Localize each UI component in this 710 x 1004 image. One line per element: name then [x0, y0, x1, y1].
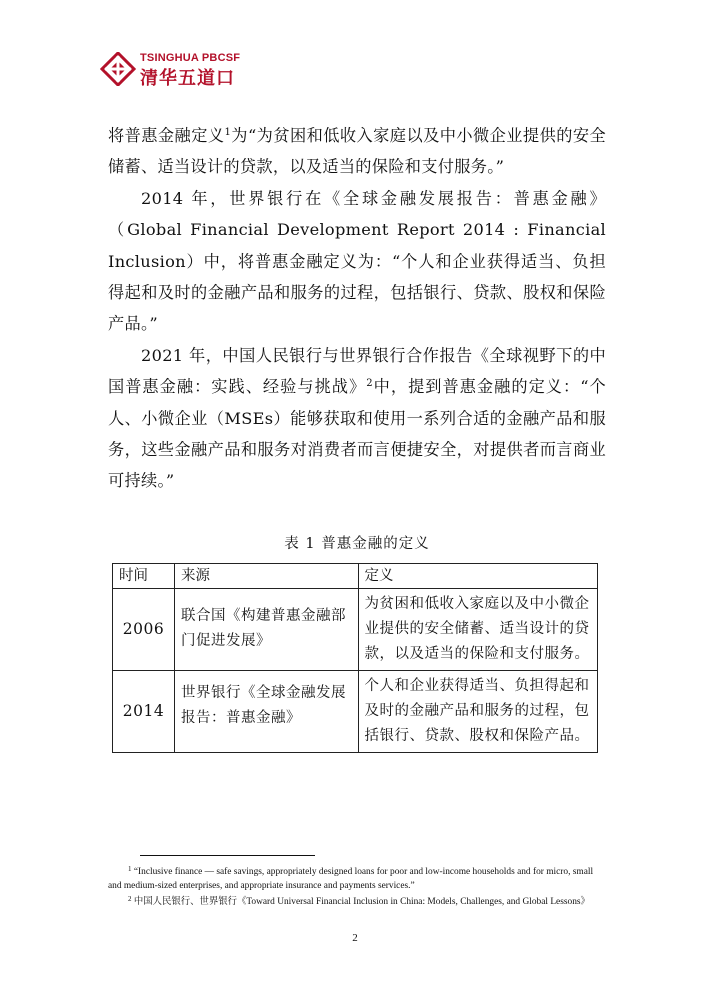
paragraph-1 — [108, 120, 606, 183]
paragraph-3-text-b: 中，提到普惠金融的定义：“个人、小微企业（MSEs）能够获取和使用一系列合适的金融产品和服务，这些金融产品和服务对消费者而言便捷安全，对提供者而言商业可持续。” — [108, 377, 607, 491]
paragraph-1-text-b: 为“为贫困和低收入家庭以及中小微企业提供的安全储蓄、适当设计的贷款，以及适当的保险和支付服务。” — [108, 126, 606, 177]
paragraph-1-text-a: 将普惠金融定义 — [108, 126, 225, 145]
footnotes — [108, 865, 604, 911]
table-header-row — [113, 564, 598, 589]
footnote-1 — [108, 865, 604, 893]
footnote-mark-2: 2 — [128, 895, 132, 903]
logo-english-text: TSINGHUA PBCSF — [140, 52, 241, 64]
footnote-divider — [140, 855, 315, 856]
logo-chinese-text: 清华五道口 — [140, 68, 235, 89]
row-definition: 个人和企业获得适当、负担得起和及时的金融产品和服务的过程，包括银行、贷款、股权和保险产品。 — [358, 671, 597, 753]
paragraph-3-text-a: 2021 年，中国人民银行与世界银行合作报告《全球视野下的中国普惠金融：实践、经验与挑战》 — [108, 345, 606, 397]
table-row — [113, 589, 598, 671]
tsinghua-emblem-icon — [100, 52, 136, 86]
row-definition: 为贫困和低收入家庭以及中小微企业提供的安全储蓄、适当设计的贷款，以及适当的保险和支付服务。 — [358, 589, 597, 671]
header-logo — [100, 52, 260, 89]
paragraph-2: 2014 年，世界银行在《全球金融发展报告：普惠金融》（Global Financial Development Report 2014 : Financial Inclusion）中，将普惠金融定义为：“个人和企业获得适当、负担得起和及时的金融产品和服务的过程，包括银行、贷款、股权和保险产品。” — [108, 188, 606, 334]
header-time: 时间 — [113, 564, 175, 589]
footnote-2 — [108, 895, 604, 909]
footnote-text-1: “Inclusive finance — safe savings, appropriately designed loans for poor and low-income households and for micro, small and medium-sized enterprises, and appropriate insurance and payments services.” — [108, 867, 594, 891]
footnote-ref-2: 2 — [366, 378, 373, 390]
row-source: 世界银行《全球金融发展报告：普惠金融》 — [174, 671, 358, 753]
row-source: 联合国《构建普惠金融部门促进发展》 — [174, 589, 358, 671]
table-row — [113, 671, 598, 753]
header-source: 来源 — [174, 564, 358, 589]
body-text — [108, 120, 606, 497]
footnote-text-2: 中国人民银行、世界银行《Toward Universal Financial Inclusion in China: Models, Challenges, and Global Lessons》 — [133, 897, 590, 907]
table-caption: 表 1 普惠金融的定义 — [284, 536, 430, 552]
page-number: 2 — [352, 932, 358, 944]
header-definition: 定义 — [358, 564, 597, 589]
definition-table — [112, 563, 598, 753]
paragraph-3 — [108, 340, 606, 497]
row-year: 2014 — [113, 671, 175, 753]
footnote-mark-1: 1 — [128, 865, 132, 873]
row-year: 2006 — [113, 589, 175, 671]
footnote-ref-1: 1 — [224, 127, 232, 138]
